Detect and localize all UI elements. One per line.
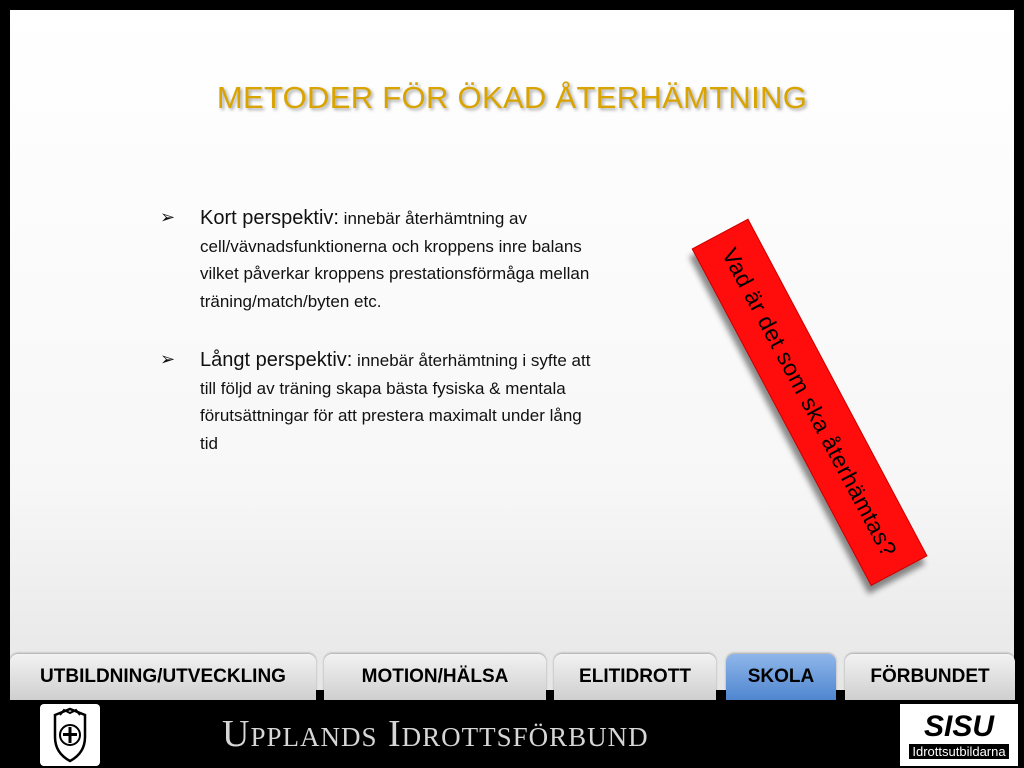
tab-utbildning[interactable]: UTBILDNING/UTVECKLING <box>10 654 316 700</box>
tab-forbundet[interactable]: FÖRBUNDET <box>845 654 1015 700</box>
bullet-list <box>160 205 600 489</box>
sisu-logo-subtitle: Idrottsutbildarna <box>909 744 1008 759</box>
arrowhead-bullet-icon: ➢ <box>160 207 176 227</box>
callout-text: Vad är det som ska återhämtas? <box>692 219 928 586</box>
nav-tabs <box>0 648 1024 700</box>
tab-elitidrott[interactable]: ELITIDROTT <box>554 654 716 700</box>
footer-bar <box>0 700 1024 768</box>
bullet-lead: Kort perspektiv: <box>200 207 339 229</box>
bullet-lead: Långt perspektiv: <box>200 349 353 371</box>
crest-icon <box>40 704 100 766</box>
bullet-body: innebär återhämtning i syfte att till följd av träning skapa bästa fysiska & mentala förutsättningar för att prestera maximalt under lång tid <box>200 351 591 453</box>
bullet-item-long-term <box>160 347 600 457</box>
bullet-text <box>200 347 600 457</box>
bullet-item-short-term <box>160 205 600 315</box>
sisu-logo <box>900 704 1018 766</box>
bullet-text <box>200 205 600 315</box>
arrowhead-bullet-icon: ➢ <box>160 349 176 369</box>
tab-motion-halsa[interactable]: MOTION/HÄLSA <box>324 654 546 700</box>
sisu-logo-word: SISU <box>923 709 995 743</box>
slide-title: METODER FÖR ÖKAD ÅTERHÄMTNING <box>216 80 808 115</box>
org-brand-name: Upplands Idrottsförbund <box>222 713 649 755</box>
tab-skola[interactable]: SKOLA <box>726 654 836 700</box>
bullet-body: innebär återhämtning av cell/vävnadsfunktionerna och kroppens inre balans vilket påverkar kroppens prestationsförmåga mellan träning/match/byten etc. <box>200 209 590 311</box>
